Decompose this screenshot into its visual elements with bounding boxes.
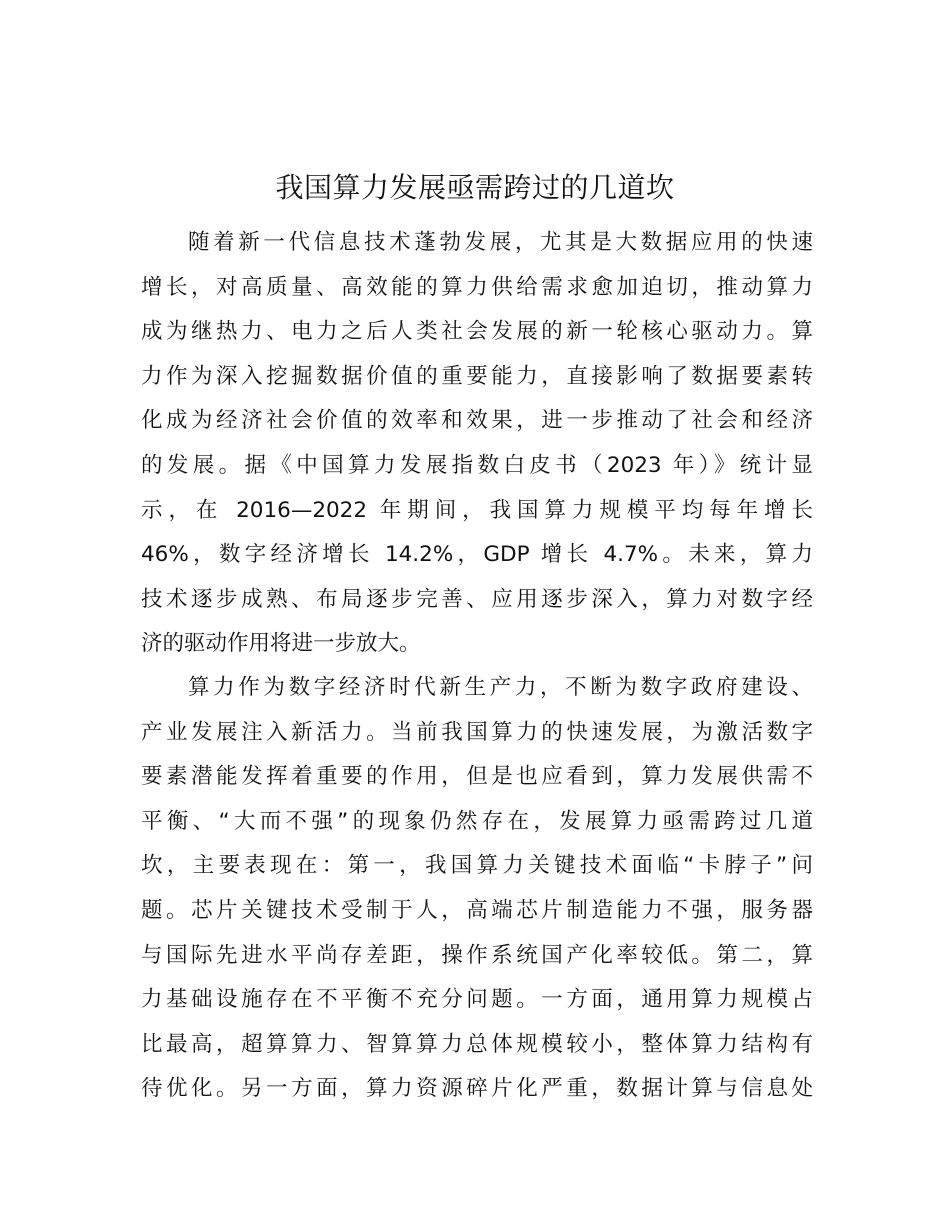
paragraph-line: 题。芯片关键技术受制于人，高端芯片制造能力不强，服务器 xyxy=(141,897,813,923)
paragraph-line: 增长，对高质量、高效能的算力供给需求愈加迫切，推动算力 xyxy=(141,274,813,300)
paragraph-line: 济的驱动作用将进一步放大。 xyxy=(141,631,421,657)
paragraph-line: 算力作为数字经济时代新生产力，不断为数字政府建设、 xyxy=(188,675,813,700)
paragraph-line: 示，在 2016—2022 年期间，我国算力规模平均每年增长 xyxy=(141,497,813,523)
paragraph-1 xyxy=(141,221,813,667)
paragraph-line: 平衡、“大而不强”的现象仍然存在，发展算力亟需跨过几道 xyxy=(141,808,813,834)
paragraph-line: 技术逐步成熟、布局逐步完善、应用逐步深入，算力对数字经 xyxy=(141,586,813,612)
paragraph-2 xyxy=(141,666,813,1112)
paragraph-line: 的发展。据《中国算力发展指数白皮书（2023 年）》统计显 xyxy=(141,452,813,478)
paragraph-line: 产业发展注入新活力。当前我国算力的快速发展，为激活数字 xyxy=(141,719,813,745)
document-title: 我国算力发展亟需跨过的几道坎 xyxy=(275,171,675,204)
paragraph-line: 力作为深入挖掘数据价值的重要能力，直接影响了数据要素转 xyxy=(141,363,813,389)
paragraph-line: 46%，数字经济增长 14.2%，GDP 增长 4.7%。未来，算力 xyxy=(141,542,813,568)
paragraph-line: 要素潜能发挥着重要的作用，但是也应看到，算力发展供需不 xyxy=(141,764,813,790)
paragraph-line: 与国际先进水平尚存差距，操作系统国产化率较低。第二，算 xyxy=(141,942,813,968)
paragraph-line: 待优化。另一方面，算力资源碎片化严重，数据计算与信息处 xyxy=(141,1076,813,1102)
paragraph-line: 比最高，超算算力、智算算力总体规模较小，整体算力结构有 xyxy=(141,1031,813,1057)
paragraph-line: 随着新一代信息技术蓬勃发展，尤其是大数据应用的快速 xyxy=(188,230,813,255)
paragraph-line: 坎，主要表现在：第一，我国算力关键技术面临“卡脖子”问 xyxy=(141,853,813,879)
paragraph-line: 力基础设施存在不平衡不充分问题。一方面，通用算力规模占 xyxy=(141,987,813,1013)
paragraph-line: 化成为经济社会价值的效率和效果，进一步推动了社会和经济 xyxy=(141,408,813,434)
paragraph-line: 成为继热力、电力之后人类社会发展的新一轮核心驱动力。算 xyxy=(141,319,813,345)
